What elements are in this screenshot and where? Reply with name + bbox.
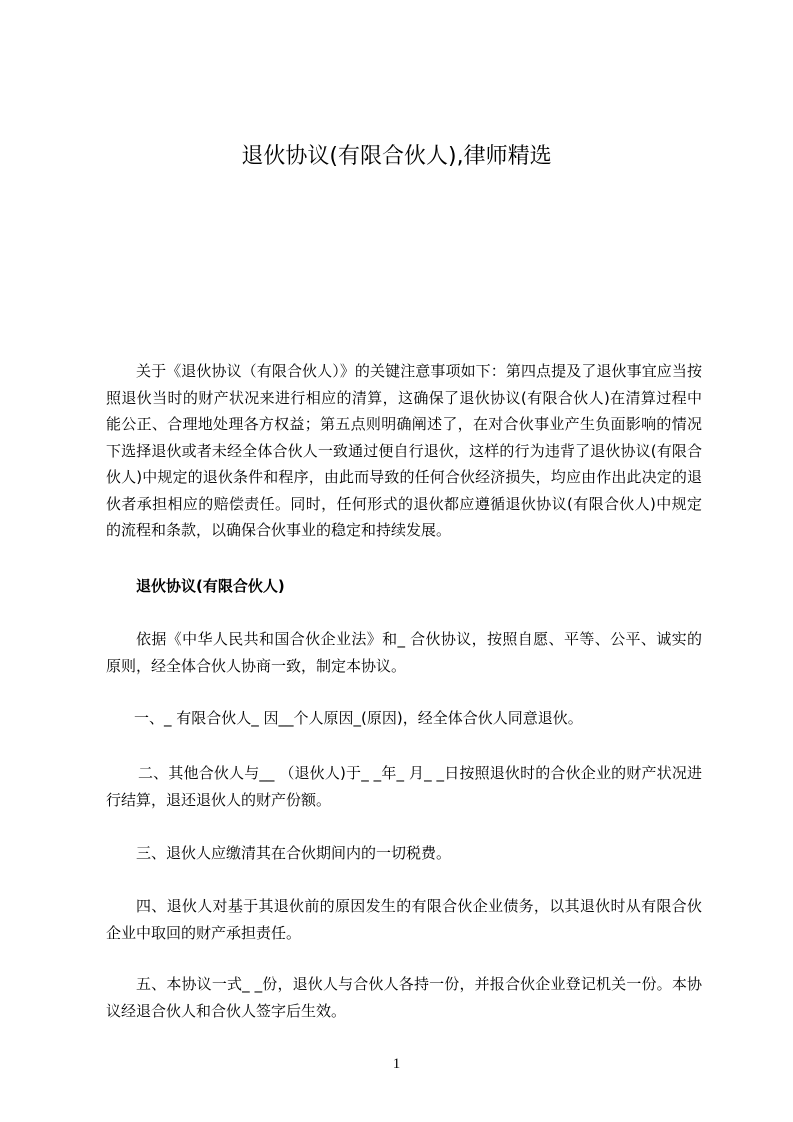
section-heading: 退伙协议(有限合伙人) [136,577,285,595]
clause-preamble: 依据《中华人民共和国合伙企业法》和_ 合伙协议，按照自愿、平等、公平、诚实的原则，经全体合伙人协商一致，制定本协议。 [106,630,702,675]
page-number: 1 [392,1056,401,1072]
clause-3: 三、退伙人应缴清其在合伙期间内的一切税费。 [136,844,452,862]
document-title: 退伙协议(有限合伙人),律师精选 [241,144,552,169]
clause-2: 二、其他合伙人与__ （退伙人)于_ _年_ 月_ _日按照退伙时的合伙企业的财产状况进行结算，退还退伙人的财产份额。 [106,764,702,809]
clause-5: 五、本协议一式_ _份，退伙人与合伙人各持一份，并报合伙企业登记机关一份。本协议经退合伙人和合伙人签字后生效。 [106,975,702,1020]
clause-1: 一、_ 有限合伙人_ 因__个人原因_(原因)，经全体合伙人同意退伙。 [134,709,583,727]
intro-paragraph: 关于《退伙协议（有限合伙人）》的关键注意事项如下：第四点提及了退伙事宜应当按照退伙当时的财产状况来进行相应的清算，这确保了退伙协议(有限合伙人)在清算过程中能公正、合理地处理各方权益；第五点则明确阐述了，在对合伙事业产生负面影响的情况下选择退伙或者未经全体合伙人一致通过便自行退伙，这样的行为违背了退伙协议(有限合伙人)中规定的退伙条件和程序，由此而导致的任何合伙经济损失，均应由作出此决定的退伙者承担相应的赔偿责任。同时，任何形式的退伙都应遵循退伙协议(有限合伙人)中规定的流程和条款，以确保合伙事业的稳定和持续发展。 [106,362,702,539]
clause-4: 四、退伙人对基于其退伙前的原因发生的有限合伙企业债务，以其退伙时从有限合伙企业中取回的财产承担责任。 [106,897,702,942]
